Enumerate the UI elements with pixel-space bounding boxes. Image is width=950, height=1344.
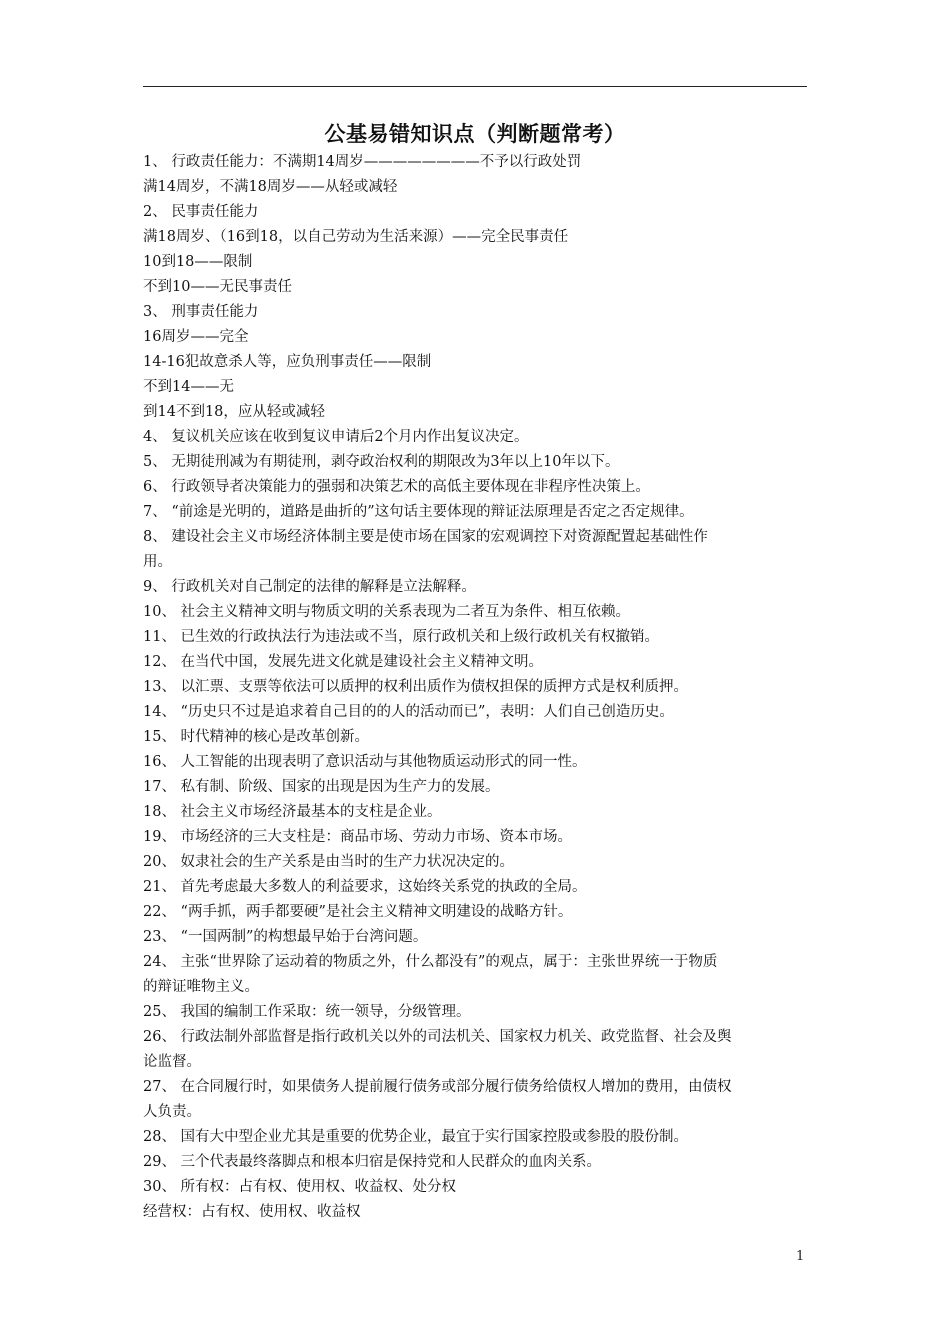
text-line: 11、 已生效的行政执法行为违法或不当，原行政机关和上级行政机关有权撤销。	[143, 629, 660, 645]
text-line: 满14周岁，不满18周岁——从轻或减轻	[143, 179, 398, 195]
text-line: 人负责。	[143, 1104, 201, 1120]
text-line: 10到18——限制	[143, 254, 253, 270]
header-rule	[143, 86, 807, 87]
text-line: 28、 国有大中型企业尤其是重要的优势企业，最宜于实行国家控股或参股的股份制。	[143, 1129, 689, 1145]
text-line: 16、 人工智能的出现表明了意识活动与其他物质运动形式的同一性。	[143, 754, 587, 770]
text-line: 14-16犯故意杀人等，应负刑事责任——限制	[143, 354, 432, 370]
text-line: 的辩证唯物主义。	[143, 979, 259, 995]
text-line: 15、 时代精神的核心是改革创新。	[143, 729, 370, 745]
page-number: 1	[796, 1249, 805, 1264]
text-line: 10、 社会主义精神文明与物质文明的关系表现为二者互为条件、相互依赖。	[143, 604, 631, 620]
text-line: 23、 “一国两制”的构想最早始于台湾问题。	[143, 929, 428, 945]
text-line: 不到14——无	[143, 379, 234, 395]
text-line: 2、 民事责任能力	[143, 204, 259, 220]
text-line: 4、 复议机关应该在收到复议申请后2个月内作出复议决定。	[143, 429, 529, 445]
text-line: 24、 主张“世界除了运动着的物质之外，什么都没有”的观点，属于：主张世界统一于物质	[143, 954, 718, 970]
text-line: 满18周岁、（16到18，以自己劳动为生活来源）——完全民事责任	[143, 229, 569, 245]
text-line: 1、 行政责任能力：不满期14周岁————————不予以行政处罚	[143, 154, 582, 170]
text-line: 19、 市场经济的三大支柱是：商品市场、劳动力市场、资本市场。	[143, 829, 573, 845]
text-line: 3、 刑事责任能力	[143, 304, 259, 320]
text-line: 不到10——无民事责任	[143, 279, 292, 295]
text-line: 27、 在合同履行时，如果债务人提前履行债务或部分履行债务给债权人增加的费用，由债权	[143, 1079, 732, 1095]
text-line: 论监督。	[143, 1054, 201, 1070]
text-line: 12、 在当代中国，发展先进文化就是建设社会主义精神文明。	[143, 654, 544, 670]
text-line: 用。	[143, 554, 172, 570]
text-line: 25、 我国的编制工作采取：统一领导，分级管理。	[143, 1004, 471, 1020]
text-line: 8、 建设社会主义市场经济体制主要是使市场在国家的宏观调控下对资源配置起基础性作	[143, 529, 708, 545]
text-line: 6、 行政领导者决策能力的强弱和决策艺术的高低主要体现在非程序性决策上。	[143, 479, 650, 495]
text-line: 9、 行政机关对自己制定的法律的解释是立法解释。	[143, 579, 476, 595]
text-line: 29、 三个代表最终落脚点和根本归宿是保持党和人民群众的血肉关系。	[143, 1154, 602, 1170]
text-line: 16周岁——完全	[143, 329, 249, 345]
document-body	[143, 150, 809, 1225]
text-line: 到14不到18，应从轻或减轻	[143, 404, 325, 420]
text-line: 22、 “两手抓，两手都要硬”是社会主义精神文明建设的战略方针。	[143, 904, 573, 920]
text-line: 17、 私有制、阶级、国家的出现是因为生产力的发展。	[143, 779, 500, 795]
text-line: 13、 以汇票、支票等依法可以质押的权利出质作为债权担保的质押方式是权利质押。	[143, 679, 689, 695]
text-line: 18、 社会主义市场经济最基本的支柱是企业。	[143, 804, 442, 820]
text-line: 5、 无期徒刑减为有期徒刑，剥夺政治权利的期限改为3年以上10年以下。	[143, 454, 620, 470]
text-line: 26、 行政法制外部监督是指行政机关以外的司法机关、国家权力机关、政党监督、社会及舆	[143, 1029, 732, 1045]
document-title: 公基易错知识点（判断题常考）	[324, 122, 626, 146]
text-line: 21、 首先考虑最大多数人的利益要求，这始终关系党的执政的全局。	[143, 879, 587, 895]
text-line: 30、 所有权：占有权、使用权、收益权、处分权	[143, 1179, 457, 1195]
text-line: 14、 “历史只不过是追求着自己目的的人的活动而已”，表明：人们自己创造历史。	[143, 704, 674, 720]
text-line: 7、 “前途是光明的，道路是曲折的”这句话主要体现的辩证法原理是否定之否定规律。	[143, 504, 694, 520]
text-line: 20、 奴隶社会的生产关系是由当时的生产力状况决定的。	[143, 854, 515, 870]
text-line: 经营权：占有权、使用权、收益权	[143, 1204, 361, 1220]
